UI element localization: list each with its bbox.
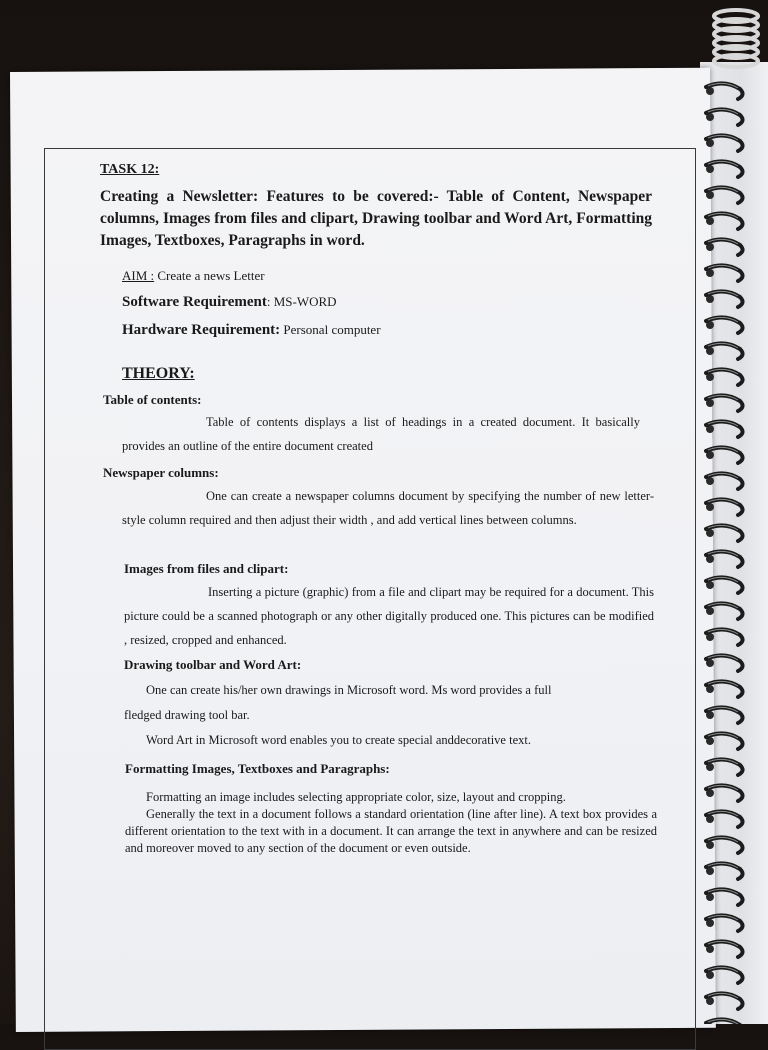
section-title-images: Images from files and clipart: xyxy=(124,561,289,576)
software-requirement xyxy=(122,294,337,311)
software-text: : MS-WORD xyxy=(266,294,337,309)
aim-label: AIM : xyxy=(122,268,155,283)
section-title-formatting: Formatting Images, Textboxes and Paragraphs: xyxy=(125,761,390,776)
aim-line xyxy=(122,268,265,284)
software-label: Software Requirement xyxy=(122,294,267,310)
hardware-requirement xyxy=(122,322,381,339)
word-art-line: Word Art in Microsoft word enables you to create special anddecorative text. xyxy=(146,733,531,747)
hardware-label: Hardware Requirement: xyxy=(122,322,281,338)
aim-text: Create a news Letter xyxy=(157,268,265,283)
spiral-binding xyxy=(700,0,768,1024)
formatting-body: Generally the text in a document follows a standard orientation (line after line). A text box provides a different orientation to the text with in a document. It can arrange the text in anywhere and can be resized and moreover moved to any section of the document or even outside. xyxy=(125,807,657,855)
task-title: TASK 12: xyxy=(100,162,160,177)
section-title-drawing-toolbar: Drawing toolbar and Word Art: xyxy=(124,657,302,672)
main-heading: Creating a Newsletter: Features to be covered:- Table of Content, Newspaper columns, Images from files and clipart, Drawing toolbar and Word Art, Formatting Images, Textboxes, Paragraphs in word. xyxy=(100,188,652,249)
section-body-table-of-contents: Table of contents displays a list of headings in a created document. It basically provides an outline of the entire document created xyxy=(122,415,640,453)
drawing-line-1: One can create his/her own drawings in Microsoft word. Ms word provides a full xyxy=(146,683,552,697)
formatting-line-1: Formatting an image includes selecting appropriate color, size, layout and cropping. xyxy=(146,790,566,804)
spiral-coil xyxy=(714,55,758,67)
section-body-images: Inserting a picture (graphic) from a file and clipart may be required for a document. This picture could be a scanned photograph or any other digitally produced one. This pictures can be modified , resized, cropped and enhanced. xyxy=(124,585,654,647)
section-title-newspaper-columns: Newspaper columns: xyxy=(103,465,219,480)
section-body-newspaper-columns: One can create a newspaper columns document by specifying the number of new letter-style column required and then adjust their width , and add vertical lines between columns. xyxy=(122,489,654,527)
theory-heading: THEORY: xyxy=(122,365,195,382)
drawing-line-2: fledged drawing tool bar. xyxy=(124,708,250,722)
hardware-text: Personal computer xyxy=(283,322,381,337)
section-title-table-of-contents: Table of contents: xyxy=(103,392,202,407)
